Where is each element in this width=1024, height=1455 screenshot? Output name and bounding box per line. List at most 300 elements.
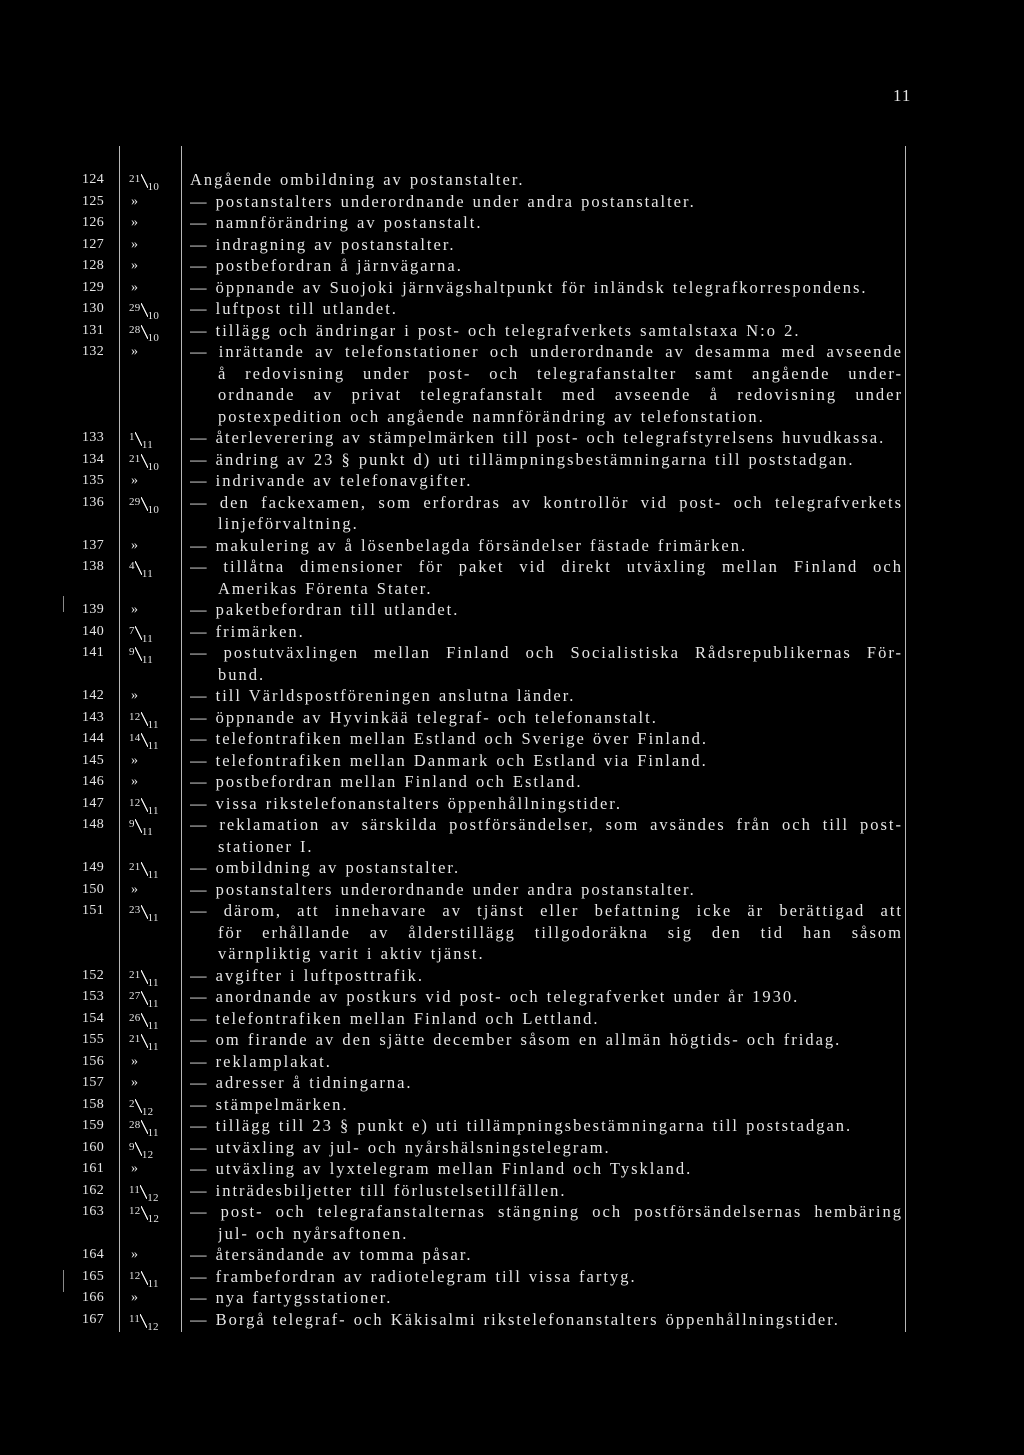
date-month: 11 — [147, 740, 159, 752]
date-day: 12 — [129, 1205, 141, 1217]
entry-text-line: — stämpelmärken. — [190, 1094, 349, 1114]
entry-text — [190, 1094, 903, 1116]
list-item — [0, 879, 1024, 901]
ditto-mark: » — [131, 1290, 138, 1305]
list-item — [0, 1029, 1024, 1051]
date-month: 10 — [147, 460, 160, 473]
entry-date — [129, 900, 179, 922]
date-month: 10 — [147, 310, 160, 322]
entry-text-line: — tillägg och ändringar i post- och telegrafverkets samtalstaxa N:o 2. — [190, 320, 801, 340]
list-item — [0, 1094, 1024, 1116]
entry-text-line: — indragning av postanstalter. — [190, 234, 456, 254]
ditto-mark: » — [131, 1053, 138, 1069]
list-item — [0, 169, 1024, 191]
ditto-mark: » — [131, 473, 138, 488]
entry-date — [129, 449, 179, 471]
entry-date — [129, 642, 179, 664]
entry-text-line: — ändring av 23 § punkt d) uti tillämpningsbestämningarna till poststadgan. — [190, 449, 855, 469]
list-item — [0, 1180, 1024, 1202]
ditto-mark: » — [131, 688, 138, 703]
entry-number: 163 — [82, 1204, 105, 1219]
entry-date — [129, 771, 179, 793]
entry-number: 154 — [82, 1010, 105, 1026]
entry-text-line: — telefontrafiken mellan Finland och Lettland. — [190, 1008, 600, 1028]
entry-text — [190, 1051, 903, 1073]
entry-number: 159 — [82, 1118, 105, 1133]
entry-number: 148 — [82, 817, 105, 832]
entry-text-line: — reklamplakat. — [190, 1051, 332, 1071]
entry-text-line: — Borgå telegraf- och Käkisalmi rikstelefonanstalters öppenhållningstider. — [190, 1309, 840, 1329]
list-item — [0, 556, 1024, 599]
fraction-slash — [135, 647, 142, 661]
fraction-slash — [135, 626, 142, 640]
entry-text-line: — inträdesbiljetter till förlustelsetillfällen. — [190, 1180, 567, 1200]
list-item — [0, 857, 1024, 879]
date-day: 7 — [129, 624, 135, 637]
list-item — [0, 1115, 1024, 1137]
fraction-slash — [141, 325, 148, 339]
entry-date — [129, 298, 179, 320]
ditto-mark: » — [131, 752, 138, 768]
list-item — [0, 986, 1024, 1008]
entry-text-line: Amerikas Förenta Stater. — [218, 578, 433, 598]
list-item — [0, 449, 1024, 471]
entry-text — [190, 771, 903, 793]
entry-number: 165 — [82, 1268, 105, 1284]
fraction-slash — [141, 798, 148, 812]
ditto-mark: » — [131, 1075, 138, 1090]
date-day: 27 — [129, 990, 141, 1002]
date-month: 12 — [147, 1213, 160, 1225]
entry-date — [129, 1051, 179, 1073]
entry-text-line: — frimärken. — [190, 621, 305, 641]
list-item — [0, 1309, 1024, 1331]
entry-text — [190, 1244, 903, 1266]
date-month: 11 — [147, 718, 159, 731]
entry-number: 164 — [82, 1247, 105, 1262]
entry-text-line: å redovisning under post- och telegrafanstalter samt angående under- — [218, 363, 903, 383]
list-item — [0, 255, 1024, 277]
list-item — [0, 599, 1024, 621]
entry-number: 129 — [82, 279, 105, 295]
date-day: 11 — [129, 1183, 141, 1196]
list-item — [0, 1201, 1024, 1244]
entry-date — [129, 1008, 179, 1030]
entry-text-line: ordnande av privat telegrafanstalt med avseende å redovisning under — [218, 385, 903, 404]
entry-number: 130 — [82, 301, 105, 316]
entry-number: 149 — [82, 860, 105, 875]
fraction-slash — [140, 1314, 147, 1328]
entry-text-line: för erhållande av ålderstillägg tillgodoräkna sig den tid han såsom — [218, 922, 903, 942]
entry-number: 139 — [82, 602, 105, 617]
entry-text-line: — öppnande av Hyvinkää telegraf- och telefonanstalt. — [190, 707, 658, 727]
entry-text — [190, 449, 903, 471]
entry-text — [190, 470, 903, 492]
date-day: 23 — [129, 904, 141, 916]
entry-text-line: — reklamation av särskilda postförsändelser, som avsändes från och till post- — [190, 815, 903, 834]
entry-text-line: — vissa rikstelefonanstalters öppenhållningstider. — [190, 793, 623, 813]
entry-date — [129, 1072, 179, 1094]
entry-text-line: jul- och nyårsaftonen. — [218, 1223, 409, 1243]
ditto-mark: » — [131, 881, 138, 897]
entry-text — [190, 427, 903, 449]
date-month: 10 — [147, 503, 160, 516]
entry-text-line: — inrättande av telefonstationer och underordnande av desamma med avseende — [190, 342, 903, 361]
entry-number: 126 — [82, 215, 105, 230]
date-day: 29 — [129, 302, 141, 314]
entry-number: 128 — [82, 258, 105, 273]
date-day: 1 — [129, 431, 135, 443]
entry-date — [129, 341, 179, 363]
fraction-slash — [141, 174, 148, 188]
entry-text — [190, 879, 903, 901]
fraction-slash — [141, 905, 148, 919]
entry-text — [190, 1266, 903, 1288]
date-day: 2 — [129, 1097, 135, 1110]
list-item — [0, 793, 1024, 815]
entry-text-line: — adresser å tidningarna. — [190, 1073, 413, 1092]
entry-date — [129, 1158, 179, 1180]
entry-number: 147 — [82, 795, 105, 811]
entry-number: 167 — [82, 1311, 105, 1327]
entry-number: 161 — [82, 1161, 105, 1176]
list-item — [0, 492, 1024, 535]
entry-number: 138 — [82, 559, 105, 574]
entry-number: 135 — [82, 473, 105, 488]
circular-list — [0, 169, 1024, 1333]
list-item — [0, 1158, 1024, 1180]
entry-date — [129, 1201, 179, 1223]
fraction-slash — [141, 991, 148, 1005]
entry-number: 157 — [82, 1075, 105, 1090]
date-day: 28 — [129, 1119, 141, 1131]
entry-text-line: stationer I. — [218, 836, 314, 856]
entry-date — [129, 685, 179, 707]
date-day: 21 — [129, 452, 141, 465]
entry-text-line: — om firande av den sjätte december såsom en allmän högtids- och fridag. — [190, 1030, 842, 1049]
entry-text — [190, 277, 903, 299]
ditto-mark: » — [131, 602, 138, 617]
entry-date — [129, 1094, 179, 1116]
date-day: 11 — [129, 1312, 141, 1325]
entry-text-line: — återleverering av stämpelmärken till post- och telegrafstyrelsens huvudkassa. — [190, 428, 886, 447]
list-item — [0, 685, 1024, 707]
date-month: 11 — [147, 1019, 159, 1032]
entry-text-line: — anordnande av postkurs vid post- och telegrafverket under år 1930. — [190, 987, 800, 1006]
page-number: 11 — [893, 86, 912, 105]
entry-text-line: — makulering av å lösenbelagda försändelser fästade frimärken. — [190, 535, 748, 555]
list-item — [0, 1051, 1024, 1073]
entry-text — [190, 1201, 903, 1244]
entry-date — [129, 707, 179, 729]
entry-text-line: — postbefordran å järnvägarna. — [190, 256, 463, 275]
fraction-slash — [140, 1185, 147, 1199]
date-month: 11 — [147, 804, 159, 817]
entry-number: 137 — [82, 537, 105, 553]
entry-text — [190, 556, 903, 599]
ditto-mark: » — [131, 1161, 138, 1176]
list-item — [0, 470, 1024, 492]
entry-text-line: — postbefordran mellan Finland och Estland. — [190, 772, 583, 791]
entry-text-line: — postanstalters underordnande under andra postanstalter. — [190, 191, 696, 211]
fraction-slash — [135, 1142, 142, 1156]
entry-number: 155 — [82, 1032, 105, 1047]
entry-text — [190, 1029, 903, 1051]
date-month: 11 — [147, 1127, 159, 1139]
entry-text — [190, 728, 903, 750]
fraction-slash — [141, 1120, 148, 1134]
list-item — [0, 1137, 1024, 1159]
list-item — [0, 427, 1024, 449]
entry-text — [190, 191, 903, 213]
fraction-slash — [135, 561, 142, 575]
fraction-slash — [141, 303, 148, 317]
entry-text — [190, 298, 903, 320]
entry-text-line: — indrivande av telefonavgifter. — [190, 471, 473, 490]
entry-date — [129, 1309, 179, 1331]
date-month: 11 — [141, 826, 154, 838]
date-month: 11 — [147, 998, 159, 1010]
entry-text-line: — post- och telegrafanstalternas stängning och postförsändelsernas hembäring — [190, 1202, 903, 1221]
list-item — [0, 320, 1024, 342]
entry-text-line: — till Världspostföreningen anslutna länder. — [190, 686, 576, 705]
entry-text — [190, 1180, 903, 1202]
entry-date — [129, 556, 179, 578]
entry-text — [190, 793, 903, 815]
entry-text-line: — telefontrafiken mellan Estland och Sverige över Finland. — [190, 729, 708, 748]
date-day: 21 — [129, 968, 141, 981]
entry-date — [129, 1137, 179, 1159]
entry-text — [190, 234, 903, 256]
list-item — [0, 1072, 1024, 1094]
entry-date — [129, 986, 179, 1008]
entry-text-line: linjeförvaltning. — [218, 514, 359, 533]
date-month: 11 — [147, 1277, 159, 1290]
fraction-slash — [135, 432, 142, 446]
date-day: 9 — [129, 646, 135, 658]
entry-text-line: — postutväxlingen mellan Finland och Socialistiska Rådsrepublikernas För- — [190, 643, 903, 662]
entry-date — [129, 234, 179, 256]
date-day: 12 — [129, 796, 141, 809]
list-item — [0, 1287, 1024, 1309]
date-month: 11 — [141, 439, 154, 451]
entry-text — [190, 341, 903, 427]
fraction-slash — [141, 712, 148, 726]
entry-date — [129, 1115, 179, 1137]
date-month: 11 — [141, 568, 154, 580]
date-month: 12 — [141, 1105, 154, 1118]
entry-date — [129, 621, 179, 643]
entry-text — [190, 965, 903, 987]
entry-date — [129, 965, 179, 987]
date-month: 11 — [147, 1041, 159, 1053]
entry-text — [190, 1008, 903, 1030]
entry-date — [129, 492, 179, 514]
date-day: 9 — [129, 818, 135, 830]
list-item — [0, 814, 1024, 857]
entry-text — [190, 1072, 903, 1094]
entry-number: 162 — [82, 1182, 105, 1198]
entry-number: 136 — [82, 494, 105, 510]
entry-number: 133 — [82, 430, 105, 445]
fraction-slash — [141, 1206, 148, 1220]
entry-text-line: — tillägg till 23 § punkt e) uti tillämpningsbestämningarna till poststadgan. — [190, 1116, 853, 1135]
date-day: 12 — [129, 1269, 141, 1282]
ditto-mark: » — [131, 279, 138, 295]
entry-date — [129, 191, 179, 213]
entry-text — [190, 707, 903, 729]
date-month: 11 — [147, 976, 159, 989]
ditto-mark: » — [131, 193, 138, 209]
entry-date — [129, 1266, 179, 1288]
entry-text-line: — luftpost till utlandet. — [190, 299, 398, 318]
entry-date — [129, 879, 179, 901]
entry-date — [129, 1029, 179, 1051]
entry-date — [129, 750, 179, 772]
date-month: 11 — [141, 632, 154, 645]
ditto-mark: » — [131, 215, 138, 230]
date-day: 29 — [129, 495, 141, 508]
entry-text-line: — den fackexamen, som erfordras av kontrollör vid post- och telegrafverkets — [190, 492, 903, 512]
entry-number: 144 — [82, 731, 105, 746]
entry-date — [129, 793, 179, 815]
date-day: 12 — [129, 710, 141, 723]
list-item — [0, 212, 1024, 234]
entry-text — [190, 642, 903, 685]
entry-number: 158 — [82, 1096, 105, 1112]
entry-date — [129, 470, 179, 492]
entry-text-line: — återsändande av tomma påsar. — [190, 1245, 473, 1264]
entry-text-line: — namnförändring av postanstalt. — [190, 213, 483, 232]
entry-date — [129, 1244, 179, 1266]
fraction-slash — [141, 454, 148, 468]
entry-number: 142 — [82, 688, 105, 703]
entry-number: 140 — [82, 623, 105, 639]
entry-number: 160 — [82, 1139, 105, 1155]
entry-date — [129, 1180, 179, 1202]
entry-text — [190, 1115, 903, 1137]
list-item — [0, 728, 1024, 750]
date-month: 11 — [141, 654, 154, 666]
list-item — [0, 1266, 1024, 1288]
entry-date — [129, 535, 179, 557]
entry-text-line: — därom, att innehavare av tjänst eller befattning icke är berättigad att — [190, 901, 903, 920]
list-item — [0, 621, 1024, 643]
entry-text-line: värnpliktig varit i aktiv tjänst. — [218, 944, 485, 963]
entry-text-line: — paketbefordran till utlandet. — [190, 600, 460, 619]
date-day: 4 — [129, 560, 135, 572]
list-item — [0, 771, 1024, 793]
entry-text-line: — nya fartygsstationer. — [190, 1288, 393, 1307]
entry-number: 146 — [82, 774, 105, 789]
date-month: 12 — [141, 1148, 154, 1161]
entry-number: 125 — [82, 193, 105, 209]
date-month: 11 — [147, 869, 159, 881]
date-month: 12 — [147, 1191, 159, 1204]
entry-date — [129, 857, 179, 879]
entry-text — [190, 900, 903, 965]
entry-number: 131 — [82, 322, 105, 338]
list-item — [0, 341, 1024, 427]
date-day: 21 — [129, 1033, 141, 1045]
entry-number: 134 — [82, 451, 105, 467]
date-day: 21 — [129, 861, 141, 873]
list-item — [0, 1244, 1024, 1266]
entry-number: 156 — [82, 1053, 105, 1069]
entry-date — [129, 599, 179, 621]
entry-text-line: — utväxling av jul- och nyårshälsningstelegram. — [190, 1137, 611, 1157]
entry-date — [129, 728, 179, 750]
date-month: 11 — [147, 912, 159, 924]
date-day: 28 — [129, 323, 141, 336]
ditto-mark: » — [131, 774, 138, 789]
entry-date — [129, 427, 179, 449]
entry-text-line: — frambefordran av radiotelegram till vissa fartyg. — [190, 1266, 637, 1286]
entry-text-line: — tillåtna dimensioner för paket vid direkt utväxling mellan Finland och — [190, 557, 903, 576]
entry-text-line: bund. — [218, 664, 266, 684]
entry-text-line: — öppnande av Suojoki järnvägshaltpunkt för inländsk telegrafkorrespondens. — [190, 277, 868, 297]
ditto-mark: » — [131, 236, 138, 252]
ditto-mark: » — [131, 258, 138, 273]
entry-text — [190, 535, 903, 557]
entry-number: 143 — [82, 709, 105, 725]
entry-date — [129, 277, 179, 299]
fraction-slash — [141, 733, 148, 747]
ditto-mark: » — [131, 1247, 138, 1262]
entry-number: 127 — [82, 236, 105, 252]
list-item — [0, 707, 1024, 729]
date-month: 10 — [147, 181, 160, 193]
entry-number: 166 — [82, 1290, 105, 1305]
entry-text-line: — ombildning av postanstalter. — [190, 858, 461, 877]
date-day: 14 — [129, 732, 141, 744]
entry-number: 152 — [82, 967, 105, 983]
entry-text — [190, 685, 903, 707]
list-item — [0, 277, 1024, 299]
fraction-slash — [135, 819, 142, 833]
entry-date — [129, 169, 179, 191]
list-item — [0, 535, 1024, 557]
entry-text-line: — avgifter i luftposttrafik. — [190, 965, 425, 985]
entry-number: 141 — [82, 645, 105, 660]
fraction-slash — [141, 862, 148, 876]
entry-number: 132 — [82, 344, 105, 359]
list-item — [0, 965, 1024, 987]
list-item — [0, 750, 1024, 772]
date-month: 12 — [147, 1320, 159, 1333]
ditto-mark: » — [131, 344, 138, 359]
entry-text — [190, 814, 903, 857]
entry-text — [190, 599, 903, 621]
entry-text — [190, 1287, 903, 1309]
list-item — [0, 1008, 1024, 1030]
entry-text-line: Angående ombildning av postanstalter. — [190, 170, 525, 189]
list-item — [0, 234, 1024, 256]
entry-text — [190, 857, 903, 879]
entry-date — [129, 814, 179, 836]
entry-text-line: — telefontrafiken mellan Danmark och Estland via Finland. — [190, 750, 708, 770]
entry-text — [190, 1137, 903, 1159]
entry-text — [190, 621, 903, 643]
date-month: 10 — [147, 331, 160, 344]
date-day: 21 — [129, 173, 141, 185]
entry-text — [190, 169, 903, 191]
entry-text-line: postexpedition och angående namnförändring av telefonstation. — [218, 406, 765, 426]
ditto-mark: » — [131, 537, 138, 553]
fraction-slash — [141, 1271, 148, 1285]
entry-text — [190, 986, 903, 1008]
entry-date — [129, 212, 179, 234]
